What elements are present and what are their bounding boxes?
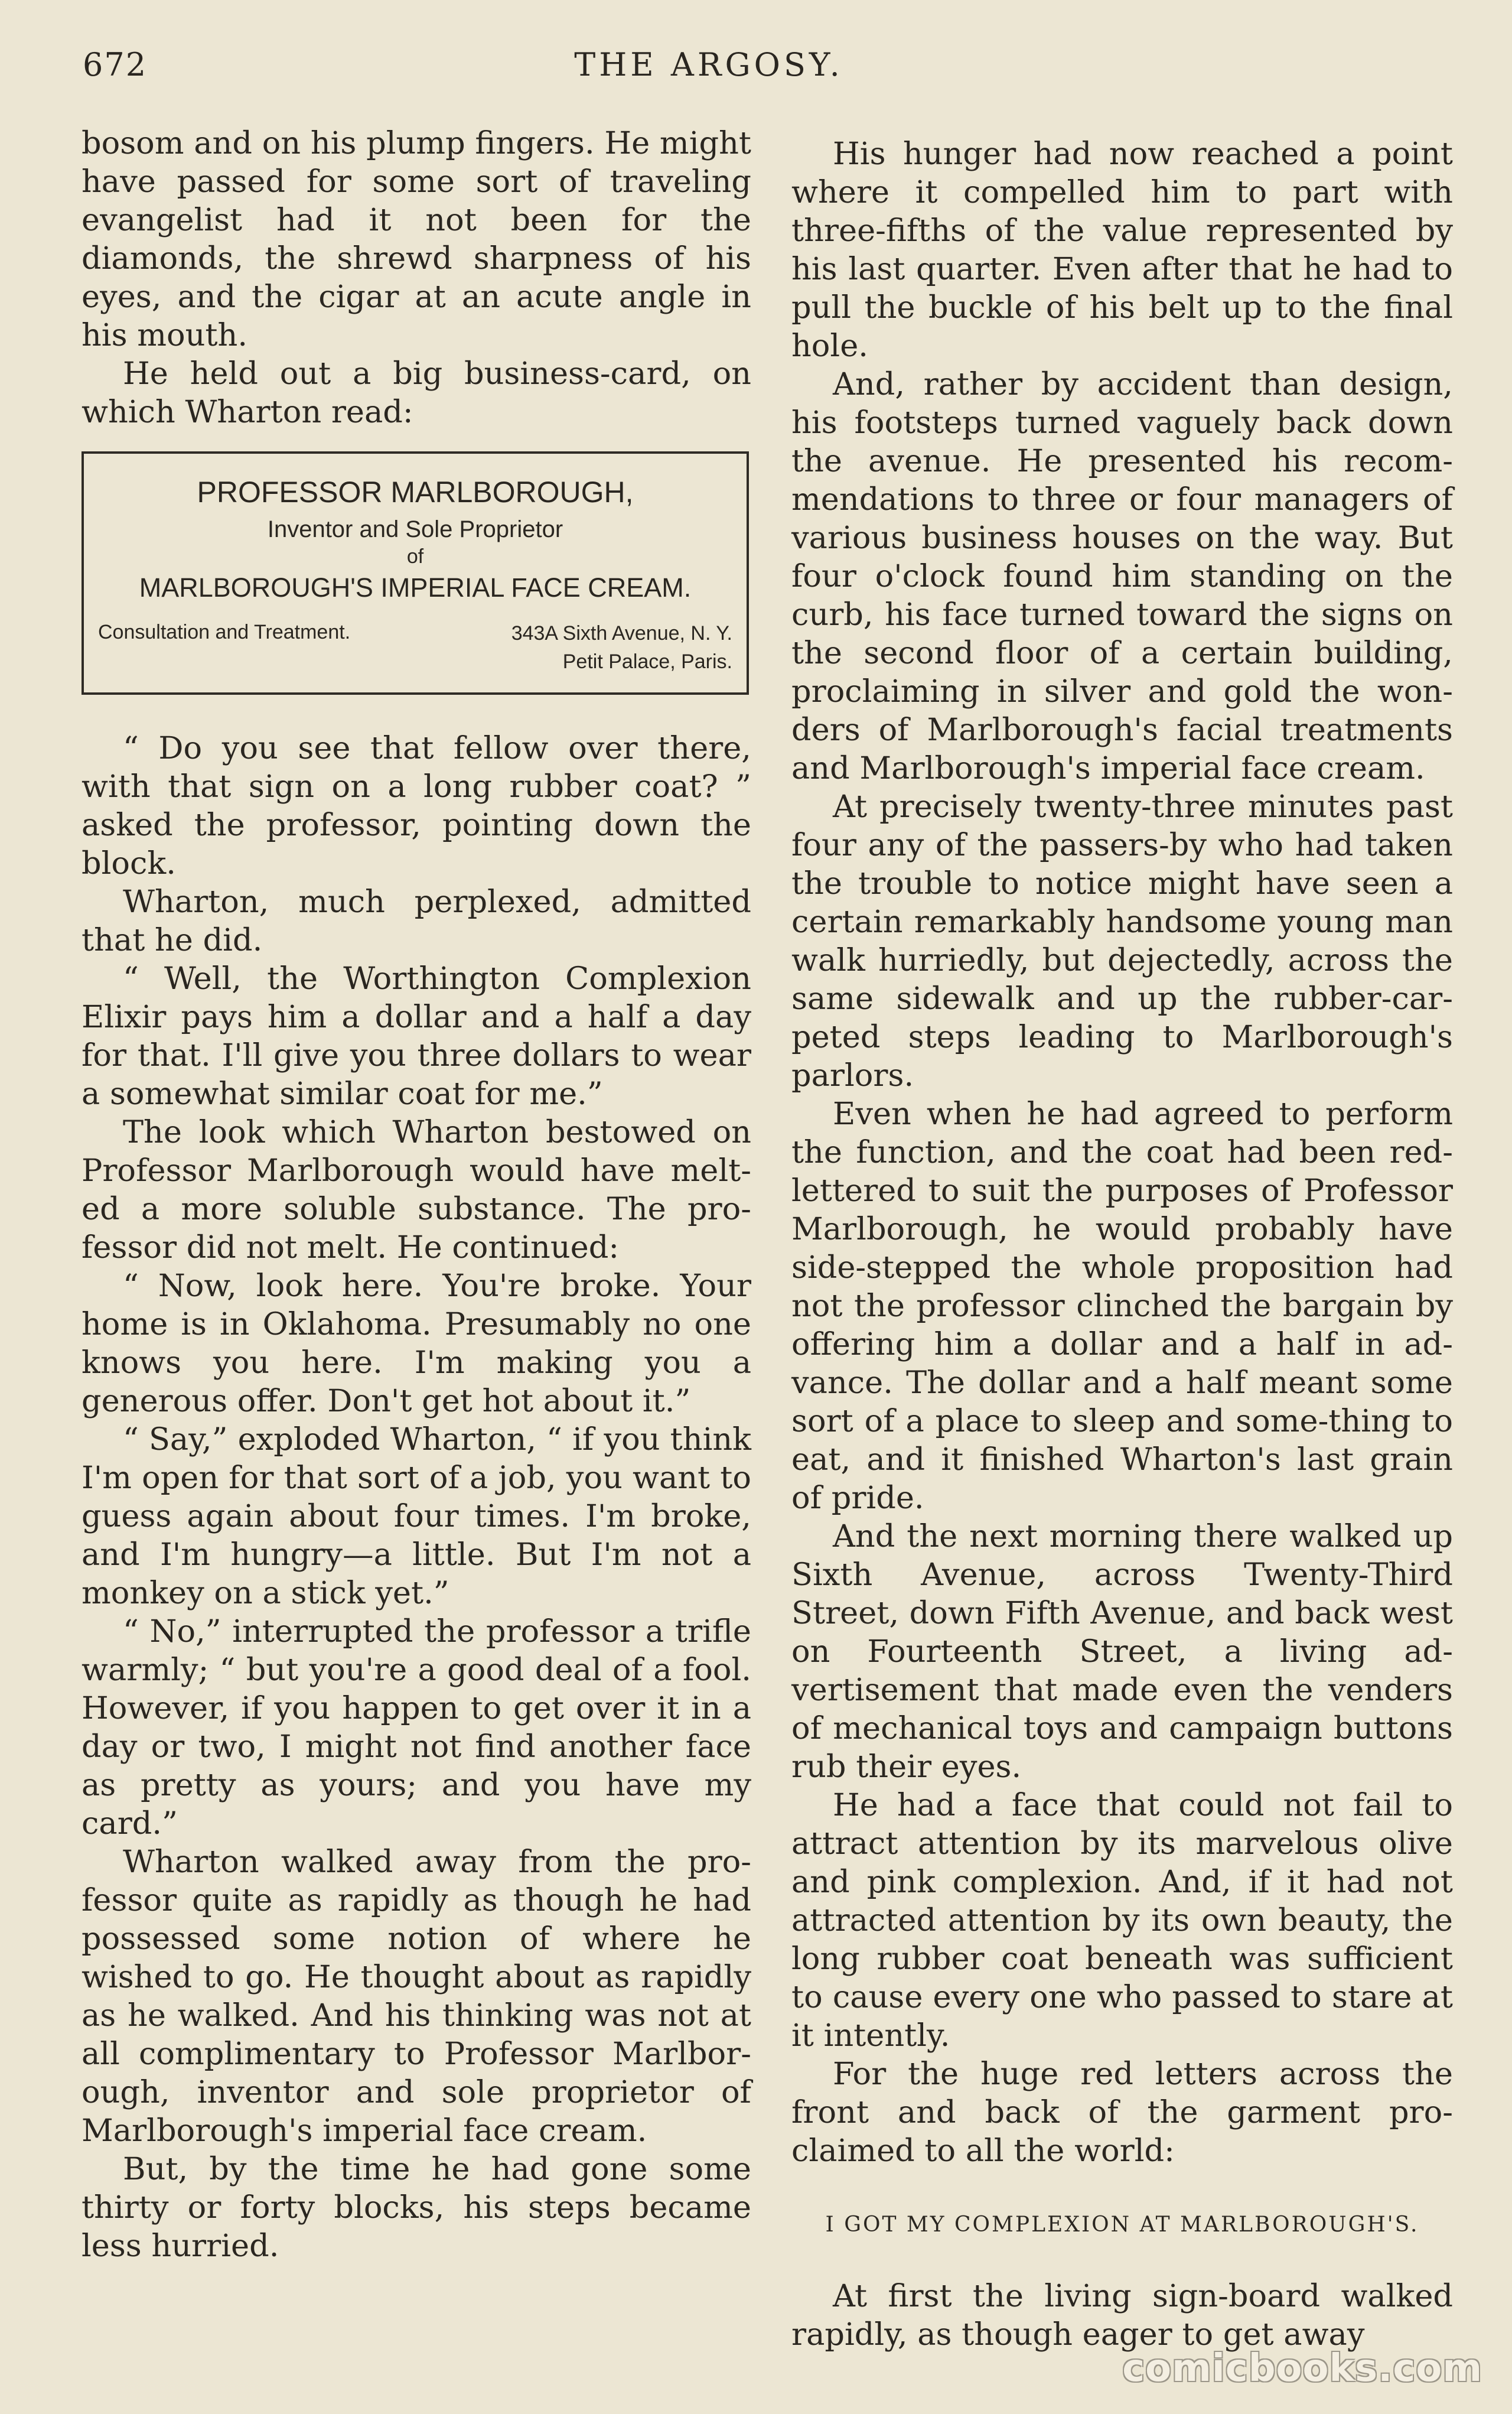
- paragraph: He held out a big business-card, on which Wharton read:: [82, 356, 751, 430]
- paragraph: At first the living sign-board walked rapidly, as though eager to get away: [791, 2278, 1453, 2353]
- running-title: THE ARGOSY.: [574, 46, 843, 83]
- right-column: [791, 135, 1453, 2354]
- paragraph: “ Say,” exploded Wharton, “ if you think I'm open for that sort of a job, you want to guess again about four times. I'm broke, and I'm hungry—a little. But I'm not a monkey on a stick yet.”: [82, 1421, 751, 1612]
- card-address-ny: 343A Sixth Avenue, N. Y.: [511, 622, 732, 645]
- card-address-paris: Petit Palace, Paris.: [562, 650, 732, 673]
- paragraph: His hunger had now reached a point where it compelled him to part with three-fifths of the value represented by his last quarter. Even after that he had to pull the buckle of his belt up to the final hole.: [791, 136, 1453, 364]
- watermark-logo: comicbooks.com: [1122, 2347, 1482, 2390]
- paragraph: bosom and on his plump fingers. He might have passed for some sort of traveling evangelist had it not been for the diamonds, the shrewd sharpness of his eyes, and the cigar at an acute angle in his mouth.: [82, 125, 751, 353]
- left-column: [82, 124, 751, 2265]
- coat-sign-text: I GOT MY COMPLEXION AT MARLBOROUGH'S.: [825, 2213, 1419, 2237]
- paragraph: At precisely twenty-three minutes past four any of the passers-by who had taken the trouble to notice might have seen a certain remarkably handsome young man walk hurriedly, but dejectedly, across the same sidewalk and up the rubber-car-peted steps leading to Marlborough's parlors.: [791, 789, 1453, 1094]
- paragraph: For the huge red letters across the front and back of the garment pro-claimed to all the world:: [791, 2056, 1453, 2169]
- page-number: 672: [83, 46, 148, 83]
- card-title: Inventor and Sole Proprietor: [267, 516, 563, 542]
- page-header: [83, 46, 1335, 99]
- business-card: [82, 451, 749, 695]
- card-product: MARLBOROUGH'S IMPERIAL FACE CREAM.: [139, 572, 692, 603]
- paragraph: And, rather by accident than design, his footsteps turned vaguely back down the avenue. He presented his recom-mendations to three or four managers of various business houses on the way. But four o'clock found him standing on the curb, his face turned toward the signs on the second floor of a certain building, proclaiming in silver and gold the won-ders of Marlborough's facial treatments and Marlborough's imperial face cream.: [791, 366, 1453, 786]
- card-footer: [98, 620, 732, 676]
- paragraph: “ No,” interrupted the professor a trifle warmly; “ but you're a good deal of a fool. However, if you happen to get over it in a day or two, I might not find another face as pretty as yours; and you have my card.”: [82, 1613, 751, 1842]
- paragraph: “ Now, look here. You're broke. Your home is in Oklahoma. Presumably no one knows you here. I'm making you a generous offer. Don't get hot about it.”: [82, 1268, 751, 1420]
- card-consultation: Consultation and Treatment.: [98, 621, 351, 644]
- paragraph: But, by the time he had gone some thirty or forty blocks, his steps became less hurried.: [82, 2151, 751, 2265]
- paragraph: He had a face that could not fail to attract attention by its marvelous olive and pink complexion. And, if it had not attracted attention by its own beauty, the long rubber coat beneath was sufficient to cause every one who passed to stare at it intently.: [791, 1787, 1453, 2054]
- paragraph: Wharton, much perplexed, admitted that he did.: [82, 884, 751, 959]
- card-address: [511, 620, 732, 676]
- paragraph: “ Well, the Worthington Complexion Elixir pays him a dollar and a half a day for that. I'll give you three dollars to wear a somewhat similar coat for me.”: [82, 961, 751, 1112]
- paragraph: The look which Wharton bestowed on Professor Marlborough would have melt-ed a more soluble substance. The pro-fessor did not melt. He continued:: [82, 1114, 751, 1266]
- paragraph: “ Do you see that fellow over there, with that sign on a long rubber coat? ” asked the professor, pointing down the block.: [82, 730, 751, 882]
- card-of: of: [406, 545, 424, 568]
- paragraph: And the next morning there walked up Sixth Avenue, across Twenty-Third Street, down Fifth Avenue, and back west on Fourteenth Street, a living ad-vertisement that made even the venders of mechanical toys and campaign buttons rub their eyes.: [791, 1518, 1453, 1785]
- paragraph: Even when he had agreed to perform the function, and the coat had been red-lettered to suit the purposes of Professor Marlborough, he would probably have side-stepped the whole proposition had not the professor clinched the bargain by offering him a dollar and a half in ad-vance. The dollar and a half meant some sort of a place to sleep and some-thing to eat, and it finished Wharton's last grain of pride.: [791, 1096, 1453, 1516]
- card-name: PROFESSOR MARLBOROUGH,: [197, 476, 634, 509]
- paragraph: Wharton walked away from the pro-fessor quite as rapidly as though he had possessed some notion of where he wished to go. He thought about as rapidly as he walked. And his thinking was not at all complimentary to Professor Marlbor-ough, inventor and sole proprietor of Marlborough's imperial face cream.: [82, 1844, 751, 2149]
